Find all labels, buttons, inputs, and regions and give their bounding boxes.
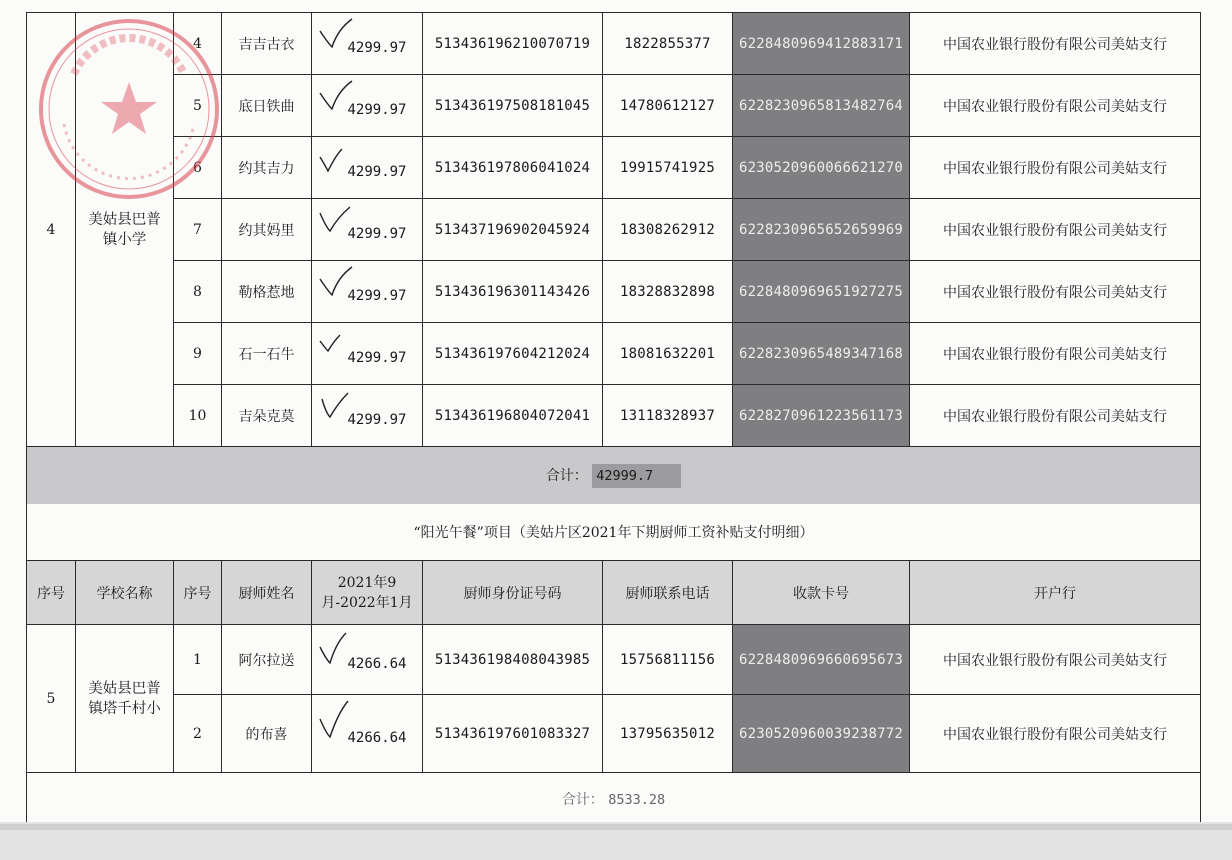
total-cell (27, 447, 1201, 506)
section-title-row (27, 504, 1201, 561)
id-number: 513437196902045924 (423, 199, 603, 261)
header-card: 收款卡号 (733, 561, 910, 625)
row-number: 6 (174, 137, 222, 199)
phone-number: 15756811156 (603, 625, 733, 695)
bank-name: 中国农业银行股份有限公司美姑支行 (910, 13, 1201, 75)
card-number-redacted: 6228270961223561173 (733, 385, 910, 447)
id-number: 513436198408043985 (423, 625, 603, 695)
phone-number: 13118328937 (603, 385, 733, 447)
id-number: 513436196804072041 (423, 385, 603, 447)
table-row (27, 695, 1201, 773)
bank-name: 中国农业银行股份有限公司美姑支行 (910, 199, 1201, 261)
table-row (27, 323, 1201, 385)
payment-table-part1 (26, 12, 1201, 506)
amount-cell: 4266.64 (312, 625, 423, 695)
bank-name: 中国农业银行股份有限公司美姑支行 (910, 137, 1201, 199)
total-value: 42999.7 (592, 464, 681, 488)
bank-name: 中国农业银行股份有限公司美姑支行 (910, 75, 1201, 137)
cook-name: 吉朵克莫 (222, 385, 312, 447)
header-phone: 厨师联系电话 (603, 561, 733, 625)
amount-cell: 4299.97 (312, 137, 423, 199)
phone-number: 18308262912 (603, 199, 733, 261)
header-seq: 序号 (27, 561, 76, 625)
total-value: 8533.28 (608, 791, 666, 808)
phone-number: 14780612127 (603, 75, 733, 137)
total-label: 合计： (561, 791, 604, 808)
row-number: 10 (174, 385, 222, 447)
group-number-cell: 5 (27, 625, 76, 773)
id-number: 513436196210070719 (423, 13, 603, 75)
scan-edge-line (0, 824, 1232, 830)
row-number: 8 (174, 261, 222, 323)
row-number: 4 (174, 13, 222, 75)
amount-cell: 4266.64 (312, 695, 423, 773)
total-cell (27, 773, 1201, 825)
header-seq2: 序号 (174, 561, 222, 625)
id-number: 513436197508181045 (423, 75, 603, 137)
card-number-redacted: 6228480969651927275 (733, 261, 910, 323)
card-number-redacted: 6228480969660695673 (733, 625, 910, 695)
id-number: 513436196301143426 (423, 261, 603, 323)
amount-cell: 4299.97 (312, 199, 423, 261)
row-number: 7 (174, 199, 222, 261)
table-row (27, 13, 1201, 75)
row-number: 5 (174, 75, 222, 137)
cook-name: 阿尔拉送 (222, 625, 312, 695)
cook-name: 吉吉古衣 (222, 13, 312, 75)
cook-name: 的布喜 (222, 695, 312, 773)
phone-number: 18328832898 (603, 261, 733, 323)
phone-number: 13795635012 (603, 695, 733, 773)
total-row (27, 773, 1201, 825)
id-number: 513436197604212024 (423, 323, 603, 385)
card-number-redacted: 6228480969412883171 (733, 13, 910, 75)
payment-table-part2 (26, 504, 1201, 825)
table-row (27, 385, 1201, 447)
row-number: 9 (174, 323, 222, 385)
table-row (27, 261, 1201, 323)
group-number-cell: 4 (27, 13, 76, 447)
header-period: 2021年9月-2022年1月 (312, 561, 423, 625)
header-id: 厨师身份证号码 (423, 561, 603, 625)
section-title: “阳光午餐”项目（美姑片区2021年下期厨师工资补贴支付明细） (27, 504, 1201, 561)
phone-number: 18081632201 (603, 323, 733, 385)
card-number-redacted: 6228230965813482764 (733, 75, 910, 137)
table-row (27, 199, 1201, 261)
header-school: 学校名称 (76, 561, 174, 625)
school-name-cell: 美姑县巴普镇小学 (76, 13, 174, 447)
cook-name: 约其吉力 (222, 137, 312, 199)
amount-cell: 4299.97 (312, 75, 423, 137)
total-label: 合计： (545, 468, 588, 484)
header-row (27, 561, 1201, 625)
cook-name: 约其妈里 (222, 199, 312, 261)
header-bank: 开户行 (910, 561, 1201, 625)
amount-cell: 4299.97 (312, 13, 423, 75)
cook-name: 底日铁曲 (222, 75, 312, 137)
table-row (27, 75, 1201, 137)
amount-cell: 4299.97 (312, 323, 423, 385)
table-row (27, 625, 1201, 695)
card-number-redacted: 6228230965652659969 (733, 199, 910, 261)
amount-cell: 4299.97 (312, 385, 423, 447)
header-cook-name: 厨师姓名 (222, 561, 312, 625)
id-number: 513436197806041024 (423, 137, 603, 199)
bank-name: 中国农业银行股份有限公司美姑支行 (910, 625, 1201, 695)
total-row (27, 447, 1201, 506)
bank-name: 中国农业银行股份有限公司美姑支行 (910, 323, 1201, 385)
phone-number: 1822855377 (603, 13, 733, 75)
cook-name: 石一石牛 (222, 323, 312, 385)
row-number: 2 (174, 695, 222, 773)
card-number-redacted: 6228230965489347168 (733, 323, 910, 385)
card-number-redacted: 6230520960066621270 (733, 137, 910, 199)
table-row (27, 137, 1201, 199)
amount-cell: 4299.97 (312, 261, 423, 323)
bank-name: 中国农业银行股份有限公司美姑支行 (910, 261, 1201, 323)
bank-name: 中国农业银行股份有限公司美姑支行 (910, 695, 1201, 773)
cook-name: 勒格惹地 (222, 261, 312, 323)
bank-name: 中国农业银行股份有限公司美姑支行 (910, 385, 1201, 447)
card-number-redacted: 6230520960039238772 (733, 695, 910, 773)
id-number: 513436197601083327 (423, 695, 603, 773)
school-name-cell: 美姑县巴普镇塔千村小 (76, 625, 174, 773)
row-number: 1 (174, 625, 222, 695)
phone-number: 19915741925 (603, 137, 733, 199)
